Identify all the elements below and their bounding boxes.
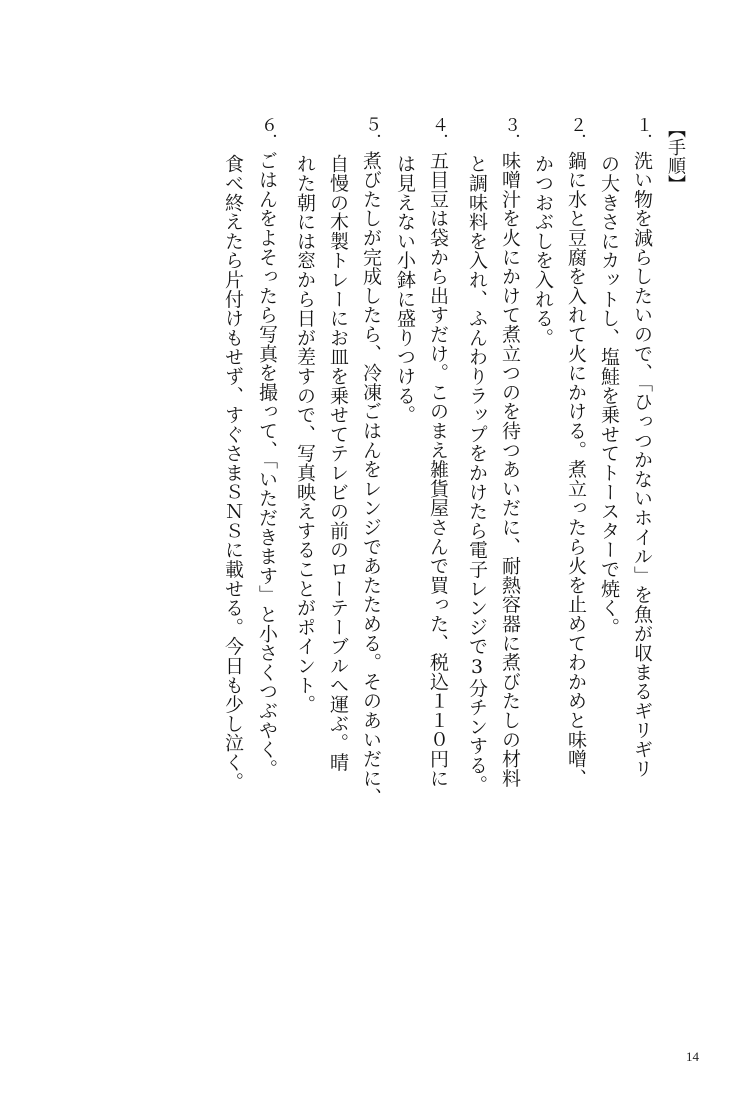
step-6-number: ６． (257, 116, 277, 151)
step-1-number: １． (632, 116, 652, 151)
step-2-line-2: かつおぶしを入れる。 (532, 154, 554, 347)
step-3-line-2: と調味料を入れ、ふんわりラップをかけたら電子レンジで3分チンする。 (466, 154, 488, 794)
step-5-number: ５． (361, 116, 381, 151)
page-number: 14 (686, 1049, 699, 1064)
step-6-line-1 (252, 116, 282, 836)
step-2-number: ２． (566, 116, 586, 151)
step-5-line-3: れた朝には窓から日が差すので、写真映えすることがポイント。 (294, 154, 316, 714)
step-3-text-1: 味噌汁を火にかけて煮立つのを待つあいだに、耐熱容器に煮びたしの材料 (499, 150, 521, 788)
step-3-number: ３． (500, 116, 520, 151)
step-2-text-1: 鍋に水と豆腐を入れて火にかける。煮立ったら火を止めてわかめと味噌、 (565, 150, 587, 788)
step-1-text-1: 洗い物を減らしたいので、「ひっつかないホイル」を魚が収まるギリギリ (631, 150, 653, 779)
step-5-line-2: 自慢の木製トレーにお皿を乗せてテレビの前のローテーブルへ運ぶ。晴 (327, 154, 349, 772)
step-6-text-1: ごはんをよそったら写真を撮って、「いただきます」と小さくつぶやく。 (256, 150, 278, 779)
section-heading: 【手順】 (665, 120, 686, 194)
step-1-line-1 (627, 116, 657, 836)
step-4-line-2: は見えない小鉢に盛りつける。 (394, 154, 416, 425)
step-3-line-1 (495, 116, 525, 836)
step-5-text-1: 煮びたしが完成したら、冷凍ごはんをレンジであたためる。そのあいだに、 (360, 150, 382, 807)
step-4-line-1 (423, 116, 453, 836)
step-6-line-2: 食べ終えたら片付けもせず、すぐさまＳＮＳに載せる。今日も少し泣く。 (222, 154, 244, 791)
step-5-line-1 (356, 116, 386, 836)
step-4-number: ４． (428, 116, 448, 151)
step-4-text-1: 五目豆は袋から出すだけ。このまえ雑貨屋さんで買った、税込１１０円に (427, 150, 449, 788)
step-2-line-1 (561, 116, 591, 836)
step-1-line-2: の大きさにカットし、塩鮭を乗せてトースターで焼く。 (598, 154, 620, 637)
